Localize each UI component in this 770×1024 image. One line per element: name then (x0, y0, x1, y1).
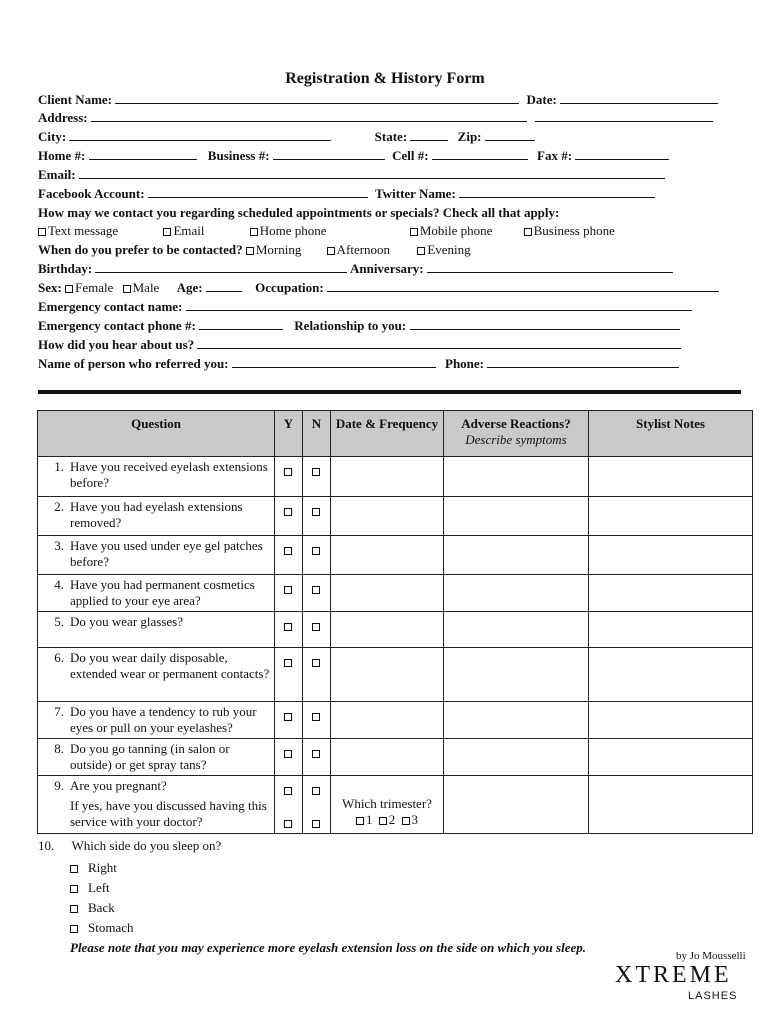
form-title: Registration & History Form (285, 70, 485, 87)
col-date-frequency: Date & Frequency (331, 411, 444, 457)
checkbox-icon (284, 820, 292, 828)
referred-field[interactable] (232, 356, 436, 368)
adverse-cell[interactable] (444, 648, 589, 702)
col-adverse-sub: Describe symptoms (465, 432, 567, 447)
checkbox-icon (356, 817, 364, 825)
date-cell[interactable] (331, 457, 444, 497)
yes-checkbox[interactable] (275, 457, 303, 497)
city-field[interactable] (69, 129, 331, 141)
referred-phone-field[interactable] (487, 356, 679, 368)
checkbox-icon (327, 247, 335, 255)
notes-cell[interactable] (589, 497, 753, 536)
sleep-opt-left[interactable]: Left (70, 880, 110, 896)
checkbox-icon (402, 817, 410, 825)
home-field[interactable] (89, 148, 197, 160)
address-row (38, 110, 713, 126)
trimester-label: Which trimester? (342, 796, 432, 811)
table-row (38, 776, 753, 834)
date-cell[interactable] (331, 648, 444, 702)
sex-label: Sex: (38, 280, 62, 295)
table-row (38, 739, 753, 776)
date-cell[interactable] (331, 536, 444, 575)
checkbox-icon (284, 508, 292, 516)
table-row (38, 612, 753, 648)
no-checkbox[interactable] (303, 612, 331, 648)
adverse-cell[interactable] (444, 457, 589, 497)
checkbox-icon (524, 228, 532, 236)
trimester-opt-3[interactable]: 3 (402, 812, 419, 827)
table-row (38, 648, 753, 702)
sex-opt-male[interactable]: Male (123, 280, 160, 295)
checkbox-icon (284, 750, 292, 758)
logo-wordmark: XTREME (615, 962, 732, 988)
checkbox-icon (70, 885, 78, 893)
occupation-label: Occupation: (255, 280, 324, 295)
referred-phone-label: Phone: (445, 356, 485, 371)
question-cell: 2. Have you had eyelash extensions removed? (38, 497, 275, 536)
checkbox-icon (417, 247, 425, 255)
checkbox-icon (65, 285, 73, 293)
adverse-cell[interactable] (444, 497, 589, 536)
contact-opt-email[interactable]: Email (163, 223, 204, 238)
when-label: When do you prefer to be contacted? (38, 242, 243, 257)
question-cell: 5. Do you wear glasses? (38, 612, 275, 648)
question-cell: 9. Are you pregnant? If yes, have you discussed having this service with your doctor? (38, 776, 275, 834)
address-field-1[interactable] (91, 110, 527, 122)
checkbox-icon (284, 659, 292, 667)
yes-checkbox[interactable] (275, 739, 303, 776)
emergency-phone-field[interactable] (199, 318, 283, 330)
facebook-field[interactable] (148, 186, 368, 198)
checkbox-icon (312, 508, 320, 516)
birthday-field[interactable] (95, 261, 347, 273)
table-row (38, 536, 753, 575)
no-checkbox[interactable] (303, 648, 331, 702)
checkbox-icon (70, 925, 78, 933)
col-stylist-notes: Stylist Notes (589, 411, 753, 457)
sleep-note: Please note that you may experience more eyelash extension loss on the side on which you sleep. (70, 940, 587, 955)
trimester-options (335, 812, 439, 828)
checkbox-icon (312, 713, 320, 721)
social-row (38, 186, 655, 202)
checkbox-icon (284, 713, 292, 721)
when-row (38, 242, 471, 258)
date-label: Date: (526, 92, 557, 107)
contact-question: How may we contact you regarding scheduled appointments or specials? Check all that apply: (38, 205, 560, 220)
checkbox-icon (284, 586, 292, 594)
yes-checkbox[interactable] (275, 536, 303, 575)
sleep-question-text: Which side do you sleep on? (71, 838, 222, 853)
when-opt-evening[interactable]: Evening (417, 242, 470, 257)
yes-checkbox[interactable] (275, 648, 303, 702)
yes-checkbox[interactable] (275, 702, 303, 739)
sleep-question (38, 838, 221, 854)
col-yes: Y (275, 411, 303, 457)
yes-checkbox[interactable] (275, 612, 303, 648)
checkbox-icon (312, 468, 320, 476)
contact-opt-home[interactable]: Home phone (250, 223, 327, 238)
checkbox-icon (70, 865, 78, 873)
table-row (38, 497, 753, 536)
state-label: State: (374, 129, 408, 144)
notes-cell[interactable] (589, 612, 753, 648)
fax-field[interactable] (575, 148, 669, 160)
table-row (38, 575, 753, 612)
section-divider (38, 390, 741, 394)
zip-field[interactable] (485, 129, 535, 141)
when-opt-morning[interactable]: Morning (246, 242, 302, 257)
col-adverse-label: Adverse Reactions? (461, 416, 571, 431)
checkbox-icon (246, 247, 254, 255)
adverse-cell[interactable] (444, 612, 589, 648)
phone-row (38, 148, 669, 164)
notes-cell[interactable] (589, 648, 753, 702)
state-field[interactable] (410, 129, 448, 141)
sleep-section (38, 838, 638, 938)
contact-opt-business[interactable]: Business phone (524, 223, 615, 238)
twitter-field[interactable] (459, 186, 655, 198)
address-label: Address: (38, 110, 88, 125)
no-checkbox[interactable] (303, 776, 331, 834)
checkbox-icon (312, 750, 320, 758)
question-cell: 3. Have you used under eye gel patches before? (38, 536, 275, 575)
contact-options (38, 223, 615, 239)
facebook-label: Facebook Account: (38, 186, 145, 201)
question-cell: 6. Do you wear daily disposable, extended wear or permanent contacts? (38, 648, 275, 702)
client-name-label: Client Name: (38, 92, 113, 107)
checkbox-icon (312, 787, 320, 795)
sleep-opt-back[interactable]: Back (70, 900, 115, 916)
city-row (38, 129, 535, 145)
no-checkbox[interactable] (303, 497, 331, 536)
notes-cell[interactable] (589, 776, 753, 834)
hear-row (38, 337, 681, 353)
emergency-phone-label: Emergency contact phone #: (38, 318, 196, 333)
checkbox-icon (379, 817, 387, 825)
referred-label: Name of person who referred you: (38, 356, 229, 371)
question-cell: 7. Do you have a tendency to rub your eyes or pull on your eyelashes? (38, 702, 275, 739)
sex-row (38, 280, 719, 296)
question-cell: 8. Do you go tanning (in salon or outside) or get spray tans? (38, 739, 275, 776)
emergency-name-row (38, 299, 692, 315)
emergency-name-label: Emergency contact name: (38, 299, 183, 314)
emergency-phone-row (38, 318, 680, 334)
checkbox-icon (284, 468, 292, 476)
no-checkbox[interactable] (303, 536, 331, 575)
date-cell[interactable] (331, 575, 444, 612)
notes-cell[interactable] (589, 457, 753, 497)
checkbox-icon (123, 285, 131, 293)
zip-label: Zip: (457, 129, 482, 144)
col-no: N (303, 411, 331, 457)
city-label: City: (38, 129, 67, 144)
birthday-label: Birthday: (38, 261, 93, 276)
logo-subtext: LASHES (688, 990, 738, 1002)
sleep-opt-right[interactable]: Right (70, 860, 117, 876)
yes-checkbox[interactable] (275, 575, 303, 612)
sex-opt-female[interactable]: Female (65, 280, 113, 295)
logo-byline: by Jo Mousselli (676, 950, 746, 962)
notes-cell[interactable] (589, 536, 753, 575)
business-label: Business #: (207, 148, 270, 163)
fax-label: Fax #: (537, 148, 573, 163)
date-cell[interactable] (331, 739, 444, 776)
checkbox-icon (312, 547, 320, 555)
email-row (38, 167, 665, 183)
trimester-opt-1[interactable]: 1 (356, 812, 373, 827)
notes-cell[interactable] (589, 739, 753, 776)
question-cell: 4. Have you had permanent cosmetics applied to your eye area? (38, 575, 275, 612)
twitter-label: Twitter Name: (375, 186, 456, 201)
birthday-row (38, 261, 673, 277)
referred-row (38, 356, 679, 372)
checkbox-icon (250, 228, 258, 236)
table-row (38, 457, 753, 497)
business-field[interactable] (273, 148, 385, 160)
anniversary-label: Anniversary: (349, 261, 424, 276)
checkbox-icon (284, 547, 292, 555)
history-table (37, 410, 753, 834)
col-question: Question (38, 411, 275, 457)
client-name-field[interactable] (115, 92, 519, 104)
adverse-cell[interactable] (444, 776, 589, 834)
row9-sub-question: If yes, have you discussed having this service with your doctor? (70, 798, 267, 829)
anniversary-field[interactable] (427, 261, 673, 273)
relationship-label: Relationship to you: (294, 318, 407, 333)
no-checkbox[interactable] (303, 457, 331, 497)
checkbox-icon (163, 228, 171, 236)
hear-label: How did you hear about us? (38, 337, 195, 352)
question-cell: 1. Have you received eyelash extensions before? (38, 457, 275, 497)
checkbox-icon (312, 623, 320, 631)
occupation-field[interactable] (327, 280, 719, 292)
trimester-opt-2[interactable]: 2 (379, 812, 396, 827)
table-row (38, 702, 753, 739)
adverse-cell[interactable] (444, 575, 589, 612)
contact-opt-text[interactable]: Text message (38, 223, 118, 238)
no-checkbox[interactable] (303, 702, 331, 739)
no-checkbox[interactable] (303, 575, 331, 612)
yes-checkbox[interactable] (275, 776, 303, 834)
trimester-cell (331, 776, 444, 834)
address-field-2[interactable] (535, 110, 713, 122)
contact-opt-mobile[interactable]: Mobile phone (410, 223, 493, 238)
date-cell[interactable] (331, 497, 444, 536)
checkbox-icon (284, 787, 292, 795)
checkbox-icon (312, 586, 320, 594)
date-cell[interactable] (331, 702, 444, 739)
cell-label: Cell #: (392, 148, 429, 163)
checkbox-icon (410, 228, 418, 236)
notes-cell[interactable] (589, 575, 753, 612)
date-cell[interactable] (331, 612, 444, 648)
col-adverse (444, 411, 589, 457)
adverse-cell[interactable] (444, 702, 589, 739)
email-label: Email: (38, 167, 76, 182)
checkbox-icon (284, 623, 292, 631)
home-label: Home #: (38, 148, 86, 163)
sleep-opt-stomach[interactable]: Stomach (70, 920, 134, 936)
checkbox-icon (312, 659, 320, 667)
email-field[interactable] (79, 167, 665, 179)
client-name-row (38, 92, 718, 108)
date-field[interactable] (560, 92, 718, 104)
checkbox-icon (38, 228, 46, 236)
notes-cell[interactable] (589, 702, 753, 739)
adverse-cell[interactable] (444, 536, 589, 575)
yes-checkbox[interactable] (275, 497, 303, 536)
age-field[interactable] (206, 280, 242, 292)
sleep-number: 10. (38, 838, 55, 853)
hear-field[interactable] (197, 337, 681, 349)
relationship-field[interactable] (410, 318, 680, 330)
cell-field[interactable] (432, 148, 528, 160)
no-checkbox[interactable] (303, 739, 331, 776)
when-opt-afternoon[interactable]: Afternoon (327, 242, 390, 257)
checkbox-icon (70, 905, 78, 913)
age-label: Age: (176, 280, 203, 295)
emergency-name-field[interactable] (186, 299, 692, 311)
adverse-cell[interactable] (444, 739, 589, 776)
checkbox-icon (312, 820, 320, 828)
